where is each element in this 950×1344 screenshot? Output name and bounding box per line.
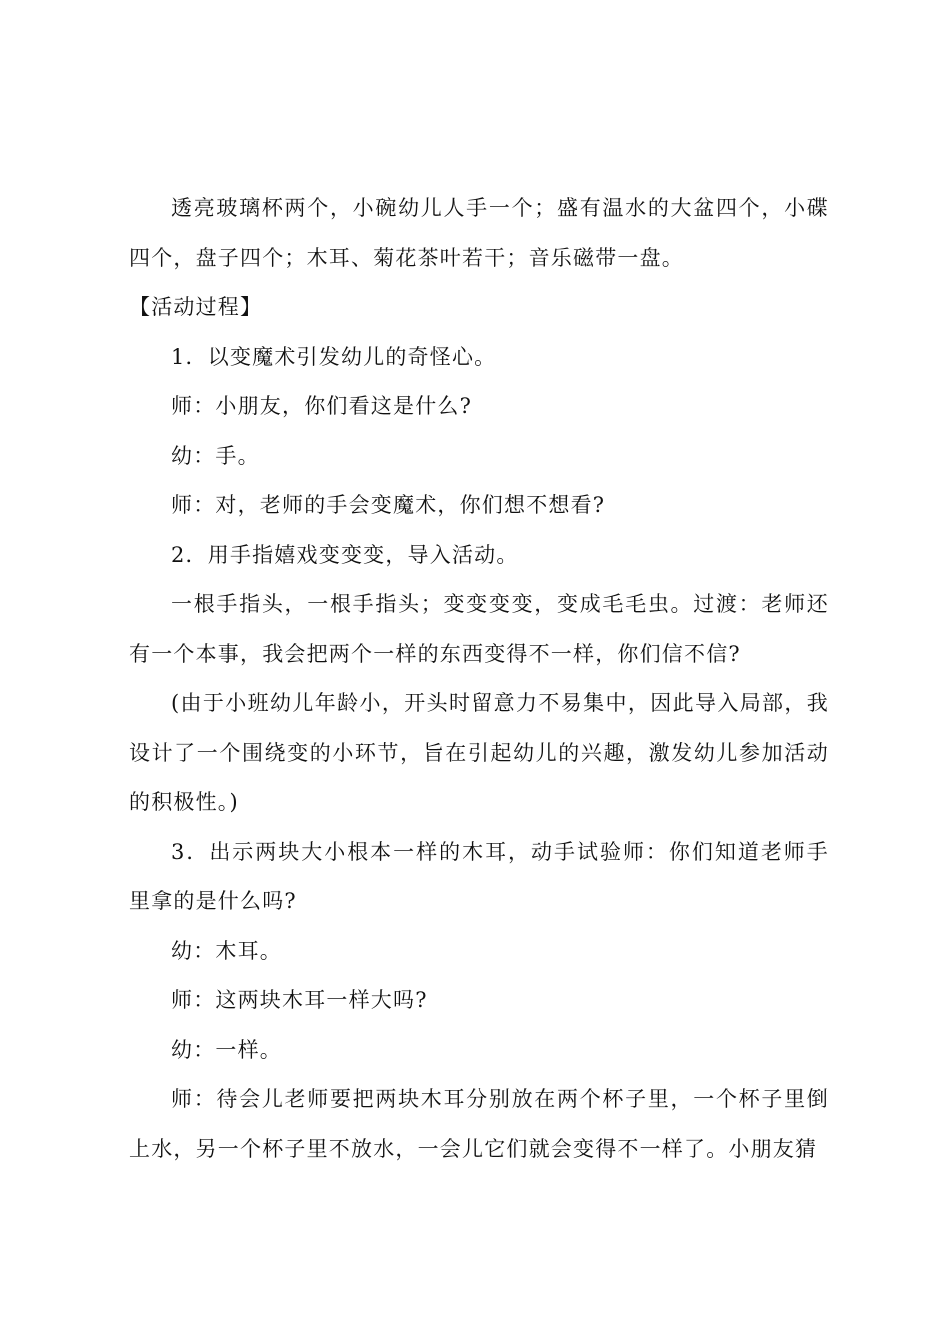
step-1-heading: 1．以变魔术引发幼儿的奇怪心。 (171, 344, 497, 369)
step-3-heading: 3．出示两块大小根本一样的木耳，动手试验师：你们知道老师手里拿的是什么吗? (129, 839, 829, 913)
dialogue-line: 师：这两块木耳一样大吗? (171, 988, 428, 1012)
section-heading: 【活动过程】 (129, 295, 263, 319)
step-2-heading: 2．用手指嬉戏变变变，导入活动。 (171, 542, 519, 567)
note-paragraph: (由于小班幼儿年龄小，开头时留意力不易集中，因此导入局部，我设计了一个围绕变的小环节，旨在引起幼儿的兴趣，激发幼儿参加活动的积极性。) (129, 691, 829, 814)
document-body (129, 184, 829, 1174)
body-paragraph: 一根手指头，一根手指头；变变变变，变成毛毛虫。过渡：老师还有一个本事，我会把两个一样的东西变得不一样，你们信不信? (129, 592, 829, 666)
dialogue-line: 幼：木耳。 (171, 938, 282, 963)
dialogue-line: 师：对，老师的手会变魔术，你们想不想看? (171, 493, 606, 517)
dialogue-line: 师：待会儿老师要把两块木耳分别放在两个杯子里，一个杯子里倒上水，另一个杯子里不放水，一会儿它们就会变得不一样了。小朋友猜 (129, 1087, 829, 1161)
dialogue-line: 幼：手。 (171, 443, 260, 468)
dialogue-line: 幼：一样。 (171, 1037, 282, 1062)
dialogue-line: 师：小朋友，你们看这是什么? (171, 394, 473, 418)
materials-paragraph: 透亮玻璃杯两个，小碗幼儿人手一个；盛有温水的大盆四个，小碟四个，盘子四个；木耳、菊花茶叶若干；音乐磁带一盘。 (129, 196, 829, 270)
